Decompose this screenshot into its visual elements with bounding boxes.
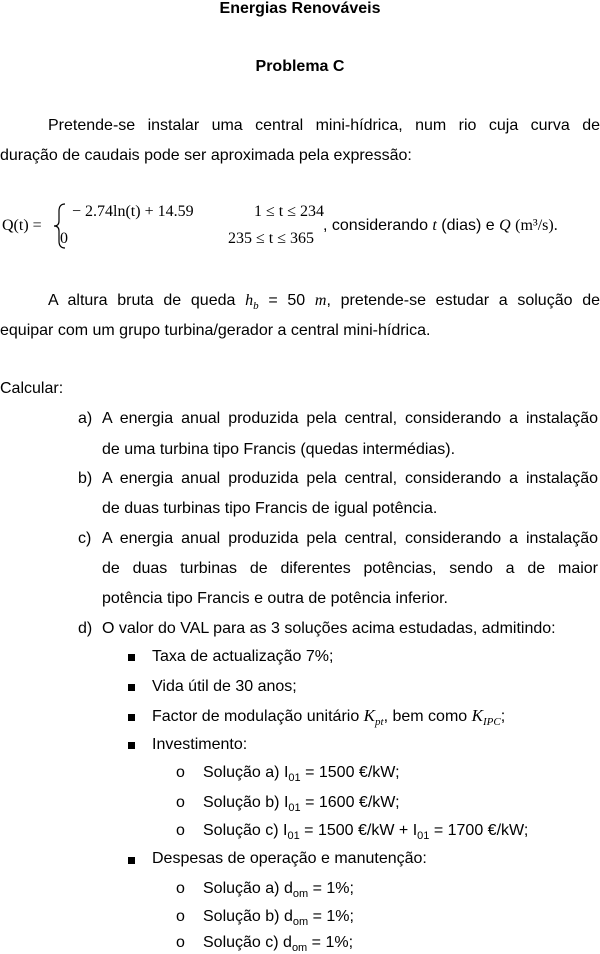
om-b-post: = 1%; [308,908,354,925]
item-d-line-1: O valor do VAL para as 3 soluções acima estudadas, admitindo: [102,620,556,637]
item-b-line-2: de duas turbinas tipo Francis de igual potência. [102,500,438,517]
square-bullet-icon [128,742,135,749]
bullet-investment: Investimento: [152,736,248,753]
height-line-1-mid: = 50 [258,292,315,309]
bullet-modulation-post: ; [500,708,506,725]
hb-symbol: h [245,292,254,309]
formula-note-mid: (dias) e [436,217,500,234]
meter-unit: m [314,292,327,309]
om-solution-c [203,934,353,954]
height-line-1-pre: A altura bruta de queda [48,292,246,309]
formula-case2-expression: 0 [60,230,68,247]
investment-c-mid: = 1500 €/kW + I [299,822,418,839]
investment-solution-a [203,764,400,784]
investment-a-pre: Solução a) I [203,764,289,781]
formula-case1-condition: 1 ≤ t ≤ 234 [254,203,325,220]
formula-note-prefix: , considerando [323,217,433,234]
circle-marker: o [176,822,185,839]
investment-solution-b [203,794,400,814]
item-c-line-2: de duas turbinas de diferentes potências, sendo a de maior [102,560,598,577]
om-c-sub: om [291,942,308,954]
item-a-label: a) [78,410,93,427]
om-a-sub: om [292,888,309,901]
circle-marker: o [176,908,185,925]
item-b-line-1: A energia anual produzida pela central, considerando a instalação [102,470,598,487]
height-line-1-post: , pretende-se estudar a solução de [326,292,600,309]
height-line-2: equipar com um grupo turbina/gerador a central mini-hídrica. [0,322,431,339]
investment-c-sub: 01 [287,830,300,843]
problem-subtitle: Problema C [255,58,345,75]
intro-line-2: duração de caudais pode ser aproximada pela expressão: [0,147,412,164]
om-solution-b [203,908,354,928]
om-b-sub: om [292,916,309,929]
formula-case1-expression: − 2.74ln(t) + 14.59 [72,203,194,220]
formula-note-q: Q [499,217,511,234]
item-c-line-3: potência tipo Francis e outra de potência inferior. [102,590,448,607]
formula-lhs: Q(t) = [2,217,42,234]
item-b-label: b) [78,470,93,487]
circle-marker: o [176,880,185,897]
kpt-subscript: pt [375,716,384,729]
om-a-pre: Solução a) d [203,880,293,897]
om-b-pre: Solução b) d [203,908,293,925]
investment-b-pre: Solução b) I [203,794,289,811]
item-c-line-1: A energia anual produzida pela central, considerando a instalação [102,530,598,547]
bullet-modulation-pre: Factor de modulação unitário [152,708,364,725]
circle-marker: o [176,794,185,811]
page-title: Energias Renováveis [219,0,381,17]
circle-marker: o [176,764,185,781]
item-a-line-2: de uma turbina tipo Francis (quedas intermédias). [102,441,456,458]
investment-b-sub: 01 [288,802,301,815]
square-bullet-icon [128,654,135,661]
circle-marker: o [176,934,185,951]
square-bullet-icon [128,857,135,864]
formula-case2-condition: 235 ≤ t ≤ 365 [228,230,315,247]
formula-note-t: t [432,217,437,234]
bullet-om-costs: Despesas de operação e manutenção: [152,850,427,867]
square-bullet-icon [128,684,135,691]
item-c-label: c) [78,530,92,547]
investment-b-post: = 1600 €/kW; [300,794,400,811]
kipc-symbol: K [471,706,483,725]
om-c-post: = 1%; [307,934,354,951]
bullet-modulation-mid: , bem como [383,708,472,725]
formula-note-unit: (m³/s). [515,217,558,234]
bullet-modulation-factor [152,706,505,728]
formula-note [323,217,558,235]
investment-c-pre: Solução c) I [203,822,288,839]
investment-c-post: = 1700 €/kW; [429,822,529,839]
investment-solution-c [203,822,528,842]
height-line-1 [0,292,600,312]
investment-a-post: = 1500 €/kW; [300,764,400,781]
bullet-discount-rate: Taxa de actualização 7%; [152,648,334,665]
item-d-label: d) [78,620,93,637]
item-a-line-1: A energia anual produzida pela central, considerando a instalação [102,410,598,427]
investment-c-sub2: 01 [417,830,430,843]
calcular-heading: Calcular: [0,380,64,397]
om-c-pre: Solução c) d [203,934,292,951]
square-bullet-icon [128,714,135,721]
hb-subscript: b [253,300,259,313]
investment-a-sub: 01 [288,772,301,785]
om-a-post: = 1%; [308,880,354,897]
bullet-lifetime: Vida útil de 30 anos; [152,678,297,695]
kipc-subscript: IPC [482,716,501,729]
intro-line-1: Pretende-se instalar uma central mini-hídrica, num rio cuja curva de [48,117,600,134]
kpt-symbol: K [363,706,376,725]
om-solution-a [203,880,354,900]
